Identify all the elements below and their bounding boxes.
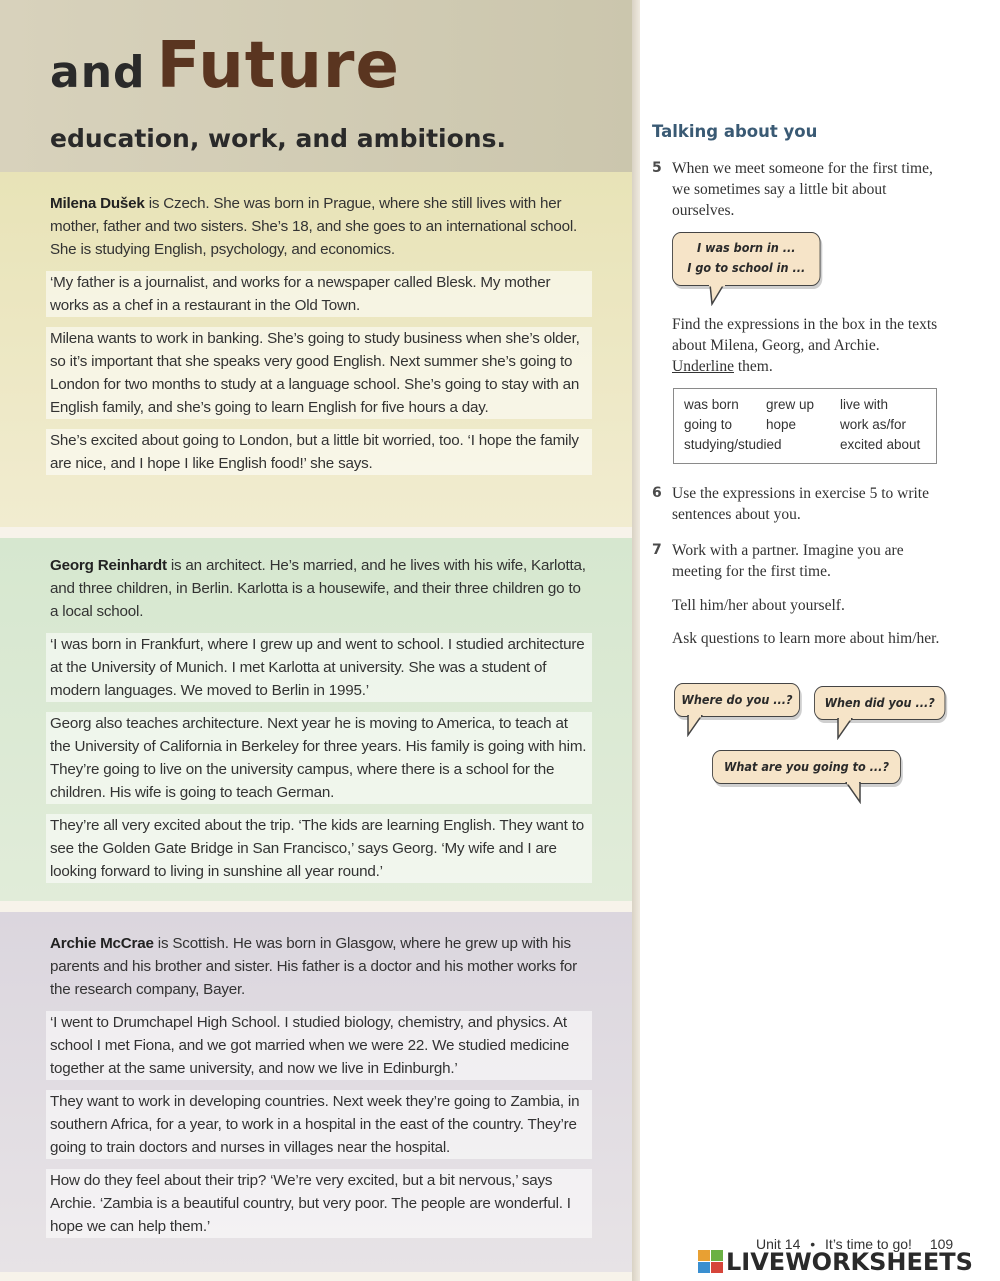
speech-bubble-tail-icon — [836, 718, 856, 740]
bubble-line-school: I go to school in ... — [687, 260, 806, 275]
page-subtitle: education, work, and ambitions. — [50, 124, 506, 153]
speech-bubble-tail-icon — [686, 715, 706, 737]
find-underline-word: Underline — [672, 358, 734, 375]
archie-name: Archie McCrae — [50, 935, 154, 952]
box-hope: hope — [766, 417, 797, 432]
exercise-7 — [652, 540, 942, 661]
liveworksheets-logo-icon — [698, 1250, 724, 1274]
page-title — [50, 29, 400, 103]
find-text-b: them. — [733, 358, 773, 375]
milena-intro — [50, 192, 592, 261]
speech-bubble-tail-icon — [706, 284, 730, 306]
exercise-7-number: 7 — [652, 542, 662, 558]
footer-bullet: • — [810, 1236, 816, 1252]
milena-intro-text: is Czech. She was born in Prague, where she still lives with her mother, father and two sisters. She’s 18, and she goes to an international school. She is studying English, psychology, and economics. — [50, 195, 578, 258]
exercise-5-text: When we meet someone for the first time, we sometimes say a little bit about ourselves. — [672, 160, 933, 219]
georg-intro-text: is an architect. He’s married, and he lives with his wife, Karlotta, and three children, in Berlin. Karlotta is a housewife, and their three children go to a local school. — [50, 557, 586, 620]
archie-intro — [50, 932, 592, 1001]
milena-paragraph-4: She’s excited about going to London, but a little bit worried, too. ‘I hope the family are nice, and I hope I like English food!’ she says. — [46, 429, 592, 475]
box-excited-about: excited about — [840, 437, 921, 452]
archie-section — [0, 912, 632, 1272]
expressions-box — [673, 388, 937, 464]
speech-bubble-born-school — [672, 232, 821, 286]
title-and: and — [50, 47, 146, 98]
box-live-with: live with — [840, 397, 889, 412]
liveworksheets-watermark — [698, 1246, 998, 1278]
box-was-born: was born — [684, 397, 739, 412]
page-spine — [632, 0, 640, 1281]
georg-intro — [50, 554, 592, 623]
exercise-6 — [652, 483, 942, 525]
milena-name: Milena Dušek — [50, 195, 145, 212]
exercise-6-text: Use the expressions in exercise 5 to write sentences about you. — [672, 485, 929, 523]
exercise-6-number: 6 — [652, 485, 662, 501]
bubble-when-text: When did you ...? — [824, 695, 935, 710]
footer-unit: Unit 14 — [756, 1236, 801, 1252]
exercise-5 — [652, 158, 942, 221]
exercise-7-tell: Tell him/her about yourself. — [672, 597, 845, 614]
georg-section — [0, 538, 632, 901]
footer-page-number: 109 — [929, 1236, 954, 1252]
header-band — [0, 0, 632, 172]
box-studying-studied: studying/studied — [684, 437, 782, 452]
footer-unit-title: It’s time to go! — [825, 1236, 912, 1252]
georg-paragraph-4: They’re all very excited about the trip. ‘The kids are learning English. They want to see the Golden Gate Bridge in San Francisco,’ says Georg. ‘My wife and I are looking forward to living in sunshine all year round.’ — [46, 814, 592, 883]
speech-bubble-where — [674, 683, 800, 717]
exercise-5-find — [652, 314, 942, 389]
exercise-5-find-text — [672, 314, 942, 377]
milena-paragraph-2: ‘My father is a journalist, and works for a newspaper called Blesk. My mother works as a chef in a restaurant in the Old Town. — [46, 271, 592, 317]
archie-intro-text: is Scottish. He was born in Glasgow, where he grew up with his parents and his brother and sister. His father is a doctor and his mother works for the research company, Bayer. — [50, 935, 578, 998]
watermark-text: LIVEWORKSHEETS — [726, 1248, 973, 1276]
exercise-5-number: 5 — [652, 160, 662, 176]
bubble-where-text: Where do you ...? — [681, 692, 793, 707]
archie-paragraph-3: They want to work in developing countries. Next week they’re going to Zambia, in southern Africa, for a year, to work in a hospital in the east of the country. They’re going to train doctors and nurses in villages near the hospital. — [46, 1090, 592, 1159]
georg-paragraph-2: ‘I was born in Frankfurt, where I grew up and went to school. I studied architecture at the University of Munich. I met Karlotta at university. She was a student of modern languages. We moved to Berlin in 1995.’ — [46, 633, 592, 702]
milena-paragraph-3: Milena wants to work in banking. She’s going to study business when she’s older, so it’s important that she speaks very good English. Next summer she’s going to London for two months to study at a language school. She’s going to stay with an English family, and she’s going to learn English for five hours a day. — [46, 327, 592, 419]
archie-paragraph-4: How do they feel about their trip? ‘We’re very excited, but a bit nervous,’ says Archie. ‘Zambia is a beautiful country, but very poor. The people are wonderful. I hope we can help them.’ — [46, 1169, 592, 1238]
exercise-7-ask: Ask questions to learn more about him/her. — [672, 630, 940, 647]
box-grew-up: grew up — [766, 397, 815, 412]
speech-bubble-when — [814, 686, 945, 720]
georg-paragraph-3: Georg also teaches architecture. Next year he is moving to America, to teach at the University of California in Berkeley for three years. His family is going with him. They’re going to live on the university campus, where there is a school for the children. His wife is going to teach German. — [46, 712, 592, 804]
box-going-to: going to — [684, 417, 733, 432]
bubble-line-born: I was born in ... — [696, 240, 796, 255]
speech-bubble-what — [712, 750, 901, 784]
title-future: Future — [156, 29, 400, 103]
speech-bubble-tail-icon — [844, 782, 864, 804]
archie-paragraph-2: ‘I went to Drumchapel High School. I studied biology, chemistry, and physics. At school I met Fiona, and we got married when we were 22. We studied medicine together at the same university, and now we live in Edinburgh.’ — [46, 1011, 592, 1080]
talking-heading: Talking about you — [652, 122, 818, 141]
find-text-a: Find the expressions in the box in the texts about Milena, Georg, and Archie. — [672, 316, 938, 354]
georg-name: Georg Reinhardt — [50, 557, 167, 574]
exercise-7-text: Work with a partner. Imagine you are meeting for the first time. — [672, 542, 904, 580]
bubble-what-text: What are you going to ...? — [724, 759, 889, 774]
milena-section — [0, 172, 632, 527]
box-work-as-for: work as/for — [840, 417, 907, 432]
